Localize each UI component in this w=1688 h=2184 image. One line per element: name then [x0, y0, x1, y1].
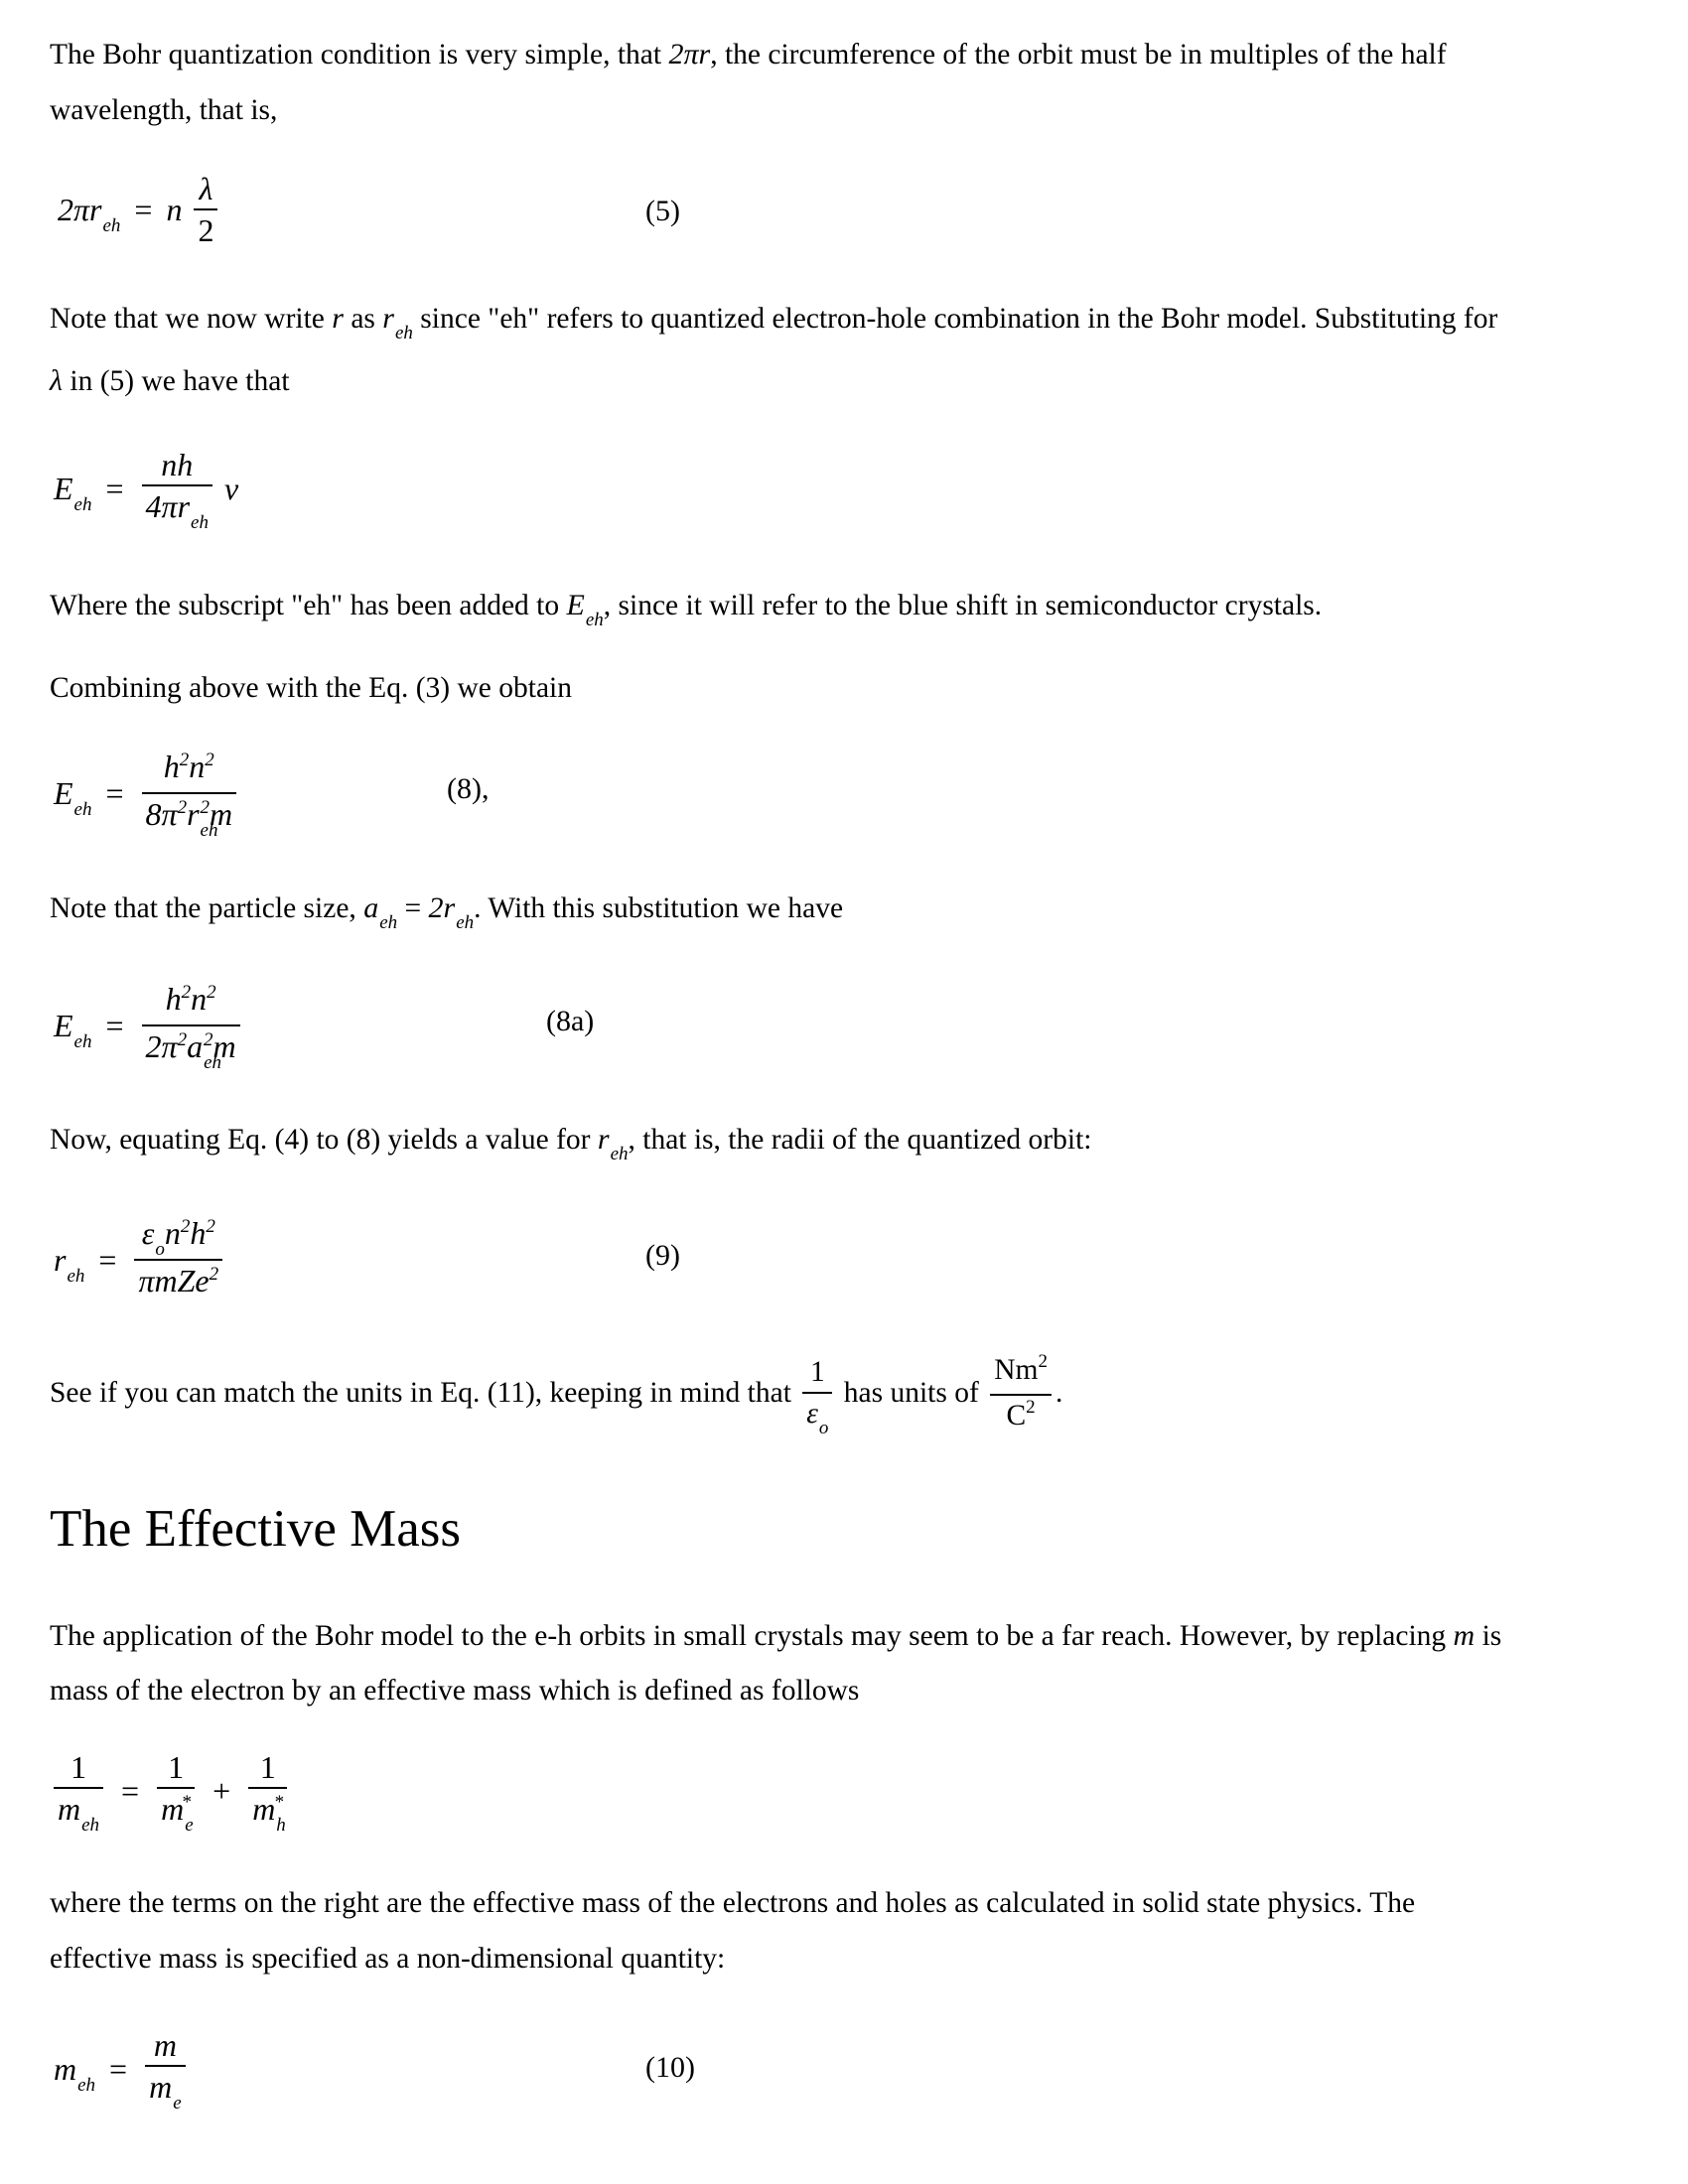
text: , since it will refer to the blue shift in semiconductor crystals.	[603, 590, 1323, 621]
paragraph-5: Note that the particle size, $a_{eh} = 2r_{eh}$. With this substitution we have	[50, 891, 844, 933]
paragraph-6: Now, equating Eq. (4) to (8) yields a value for $r_{eh}$, that is, the radii of the quantized orbit:	[50, 1123, 1092, 1164]
equation-10-label: (10)	[645, 2051, 695, 2084]
text: , that is, the radii of the quantized orbit:	[628, 1124, 1092, 1156]
text: The Bohr quantization condition is very simple, that	[50, 39, 662, 70]
inline-math: 2πr	[668, 38, 711, 70]
equation-5-label: (5)	[645, 195, 680, 227]
paragraph-9-line-2: effective mass is specified as a non-dimensional quantity:	[50, 1943, 726, 1975]
text: , the circumference of the orbit must be in multiples of the half	[710, 39, 1447, 70]
text: See if you can match the units in Eq. (11), keeping in mind that	[50, 1377, 791, 1409]
text: is	[1481, 1620, 1502, 1652]
inline-math: r	[382, 302, 394, 335]
subscript: eh	[456, 912, 475, 933]
equation-effective-mass: $\frac{1}{m_{eh}}$ = $\frac{1}{m_e^*}$ + $\frac{1}{m_h^*}$	[50, 1747, 291, 1835]
text: Note that we now write	[50, 303, 325, 335]
subscript: eh	[610, 1144, 629, 1164]
paragraph-8-line-1	[50, 1608, 1638, 1664]
equation-e-eh-velocity: $E_{eh}$ = $\frac{nh}{4\pi r_{eh}}$ v	[54, 447, 239, 533]
text: Where the subscript "eh" has been added to	[50, 590, 560, 621]
paragraph-1-line-2: wavelength, that is,	[50, 94, 278, 126]
paragraph-2-line-2	[50, 353, 1638, 409]
text: in (5) we have that	[70, 365, 290, 397]
equation-5: $2\pi r_{eh} = n$ $\frac{\lambda}{2}$	[58, 169, 221, 250]
paragraph-1-line-1	[50, 27, 1638, 82]
inline-fraction-1-over-epsilon: $\frac{1}{\varepsilon_o}$	[802, 1352, 832, 1437]
paragraph-4: Combining above with the Eq. (3) we obtain	[50, 672, 572, 704]
inline-fraction-units: $\frac{Nm^2}{C^2}$	[990, 1350, 1052, 1439]
equation-8a: $E_{eh}$ = $\frac{h^2n^2}{2\pi^2a_{eh}^2m}$	[54, 979, 244, 1072]
paragraph-3	[50, 578, 1638, 636]
text: since "eh" refers to quantized electron-hole combination in the Bohr model. Substituting for	[420, 303, 1498, 335]
section-heading: The Effective Mass	[50, 1500, 462, 1558]
paragraph-9-line-1: where the terms on the right are the effective mass of the electrons and holes as calculated in solid state physics. The	[50, 1887, 1416, 1919]
subscript: eh	[585, 610, 604, 630]
paragraph-7: See if you can match the units in Eq. (11), keeping in mind that $\frac{1}{\varepsilon_o}$ has units of $\frac{Nm^2}{C^2}$ .	[50, 1351, 1063, 1439]
paragraph-8-line-2: mass of the electron by an effective mass which is defined as follows	[50, 1675, 860, 1706]
text: as	[351, 303, 375, 335]
equation-10: $m_{eh}$ = $\frac{m}{m_e}$	[54, 2025, 190, 2113]
equation-8: $E_{eh}$ = $\frac{h^2n^2}{8\pi^2r_{eh}^2m}$	[54, 747, 240, 840]
inline-math: m	[1453, 1619, 1476, 1652]
text: Now, equating Eq. (4) to (8) yields a value for	[50, 1124, 591, 1156]
text: Note that the particle size,	[50, 892, 356, 924]
inline-math: E	[566, 589, 585, 621]
inline-math: r	[332, 302, 344, 335]
subscript: eh	[394, 323, 413, 343]
text: . With this substitution we have	[474, 892, 844, 924]
text: has units of	[843, 1377, 979, 1409]
equation-9: $r_{eh}$ = $\frac{\varepsilon_on^2h^2}{\pi mZe^2}$	[54, 1213, 226, 1306]
equation-9-label: (9)	[645, 1239, 680, 1272]
subscript: eh	[379, 912, 398, 933]
equation-8a-label: (8a)	[546, 1005, 595, 1037]
inline-math: λ	[50, 364, 63, 397]
paragraph-2-line-1	[50, 291, 1638, 349]
equation-8-label: (8),	[447, 772, 490, 805]
text: The application of the Bohr model to the e-h orbits in small crystals may seem to be a far reach. However, by replacing	[50, 1620, 1447, 1652]
